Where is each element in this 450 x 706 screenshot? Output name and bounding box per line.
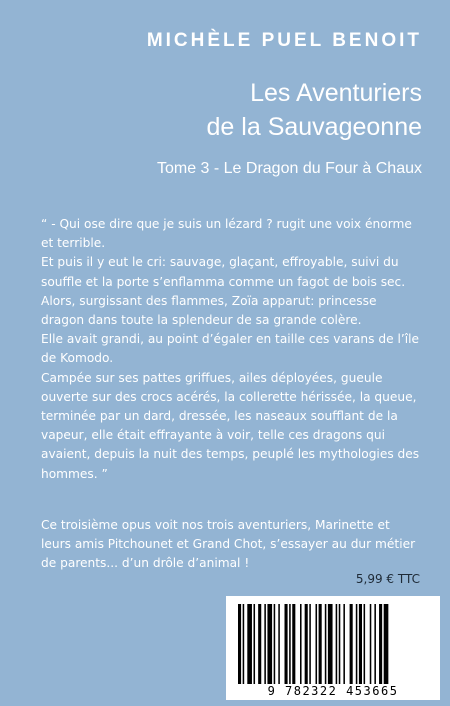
barcode-bar: [359, 604, 362, 684]
barcode-bar: [325, 604, 327, 684]
synopsis-text: Ce troisième opus voit nos trois aventuriers, Marinette et leurs amis Pitchounet et Grand Chot, s’essayer au dur métier de parents... d’un drôle d’animal !: [41, 518, 416, 571]
barcode-bar: [258, 604, 261, 684]
excerpt-paragraph: Alors, surgissant des flammes, Zoïa apparut: princesse dragon dans toute la splendeur de sa grande colère.: [41, 293, 377, 328]
barcode-bar: [339, 604, 341, 684]
isbn-number: 9 782322 453665: [267, 684, 399, 698]
barcode-bar: [243, 604, 245, 684]
excerpt-paragraph: Et puis il y eut le cri: sauvage, glaçant, effroyable, suivi du souffle et la porte s’enflamma comme un fagot de bois sec.: [41, 255, 406, 289]
barcode-bar: [285, 604, 288, 684]
barcode-bar: [316, 604, 318, 684]
synopsis-block: [41, 516, 423, 574]
barcode-bar: [343, 604, 345, 684]
barcode-bar: [379, 604, 382, 684]
barcode-bar: [267, 604, 272, 684]
barcode-bar: [300, 604, 302, 684]
barcode-bar: [370, 604, 372, 684]
barcode-bar: [247, 604, 252, 684]
barcode-bar: [356, 604, 358, 684]
excerpt-paragraph: Elle avait grandi, au point d’égaler en taille ces varans de l’île de Komodo.: [41, 332, 419, 366]
price-label: 5,99 € TTC: [355, 572, 420, 586]
book-title-line-2: de la Sauvageonne: [206, 113, 422, 141]
barcode-bar: [328, 604, 333, 684]
barcode-bar: [309, 604, 311, 684]
barcode-bar: [374, 604, 376, 684]
book-title-line-1: Les Aventuriers: [250, 79, 422, 107]
excerpt-paragraph: Campée sur ses pattes griffues, ailes déployées, gueule ouverte sur des crocs acérés, la collerette hérissée, la queue, terminée par un dard, dressée, les naseaux soufflant de la vapeur, elle était effrayante à voir, telle ces dragons qui avaient, depuis la nuit des temps, peuplé les mythologies des hommes. ”: [41, 370, 420, 481]
barcode-bar: [264, 604, 266, 684]
barcode-bar: [238, 604, 241, 684]
book-subtitle: Tome 3 - Le Dragon du Four à Chaux: [156, 160, 422, 177]
barcode-box: [226, 596, 440, 700]
barcode-bar: [278, 604, 280, 684]
barcode-bar: [350, 604, 353, 684]
barcode-bar: [319, 604, 322, 684]
barcode-bar: [336, 604, 338, 684]
excerpt-block: [41, 215, 423, 484]
barcode-bar: [364, 604, 366, 684]
barcode-bar: [289, 604, 291, 684]
barcode-bar: [274, 604, 276, 684]
excerpt-paragraph: “ - Qui ose dire que je suis un lézard ? rugit une voix énorme et terrible.: [41, 217, 412, 251]
book-title: [207, 76, 422, 144]
author-name: MICHÈLE PUEL BENOIT: [146, 30, 422, 51]
barcode-bar: [384, 604, 389, 684]
barcode-bar: [292, 604, 295, 684]
barcode-bar: [305, 604, 308, 684]
barcode-bar: [254, 604, 256, 684]
